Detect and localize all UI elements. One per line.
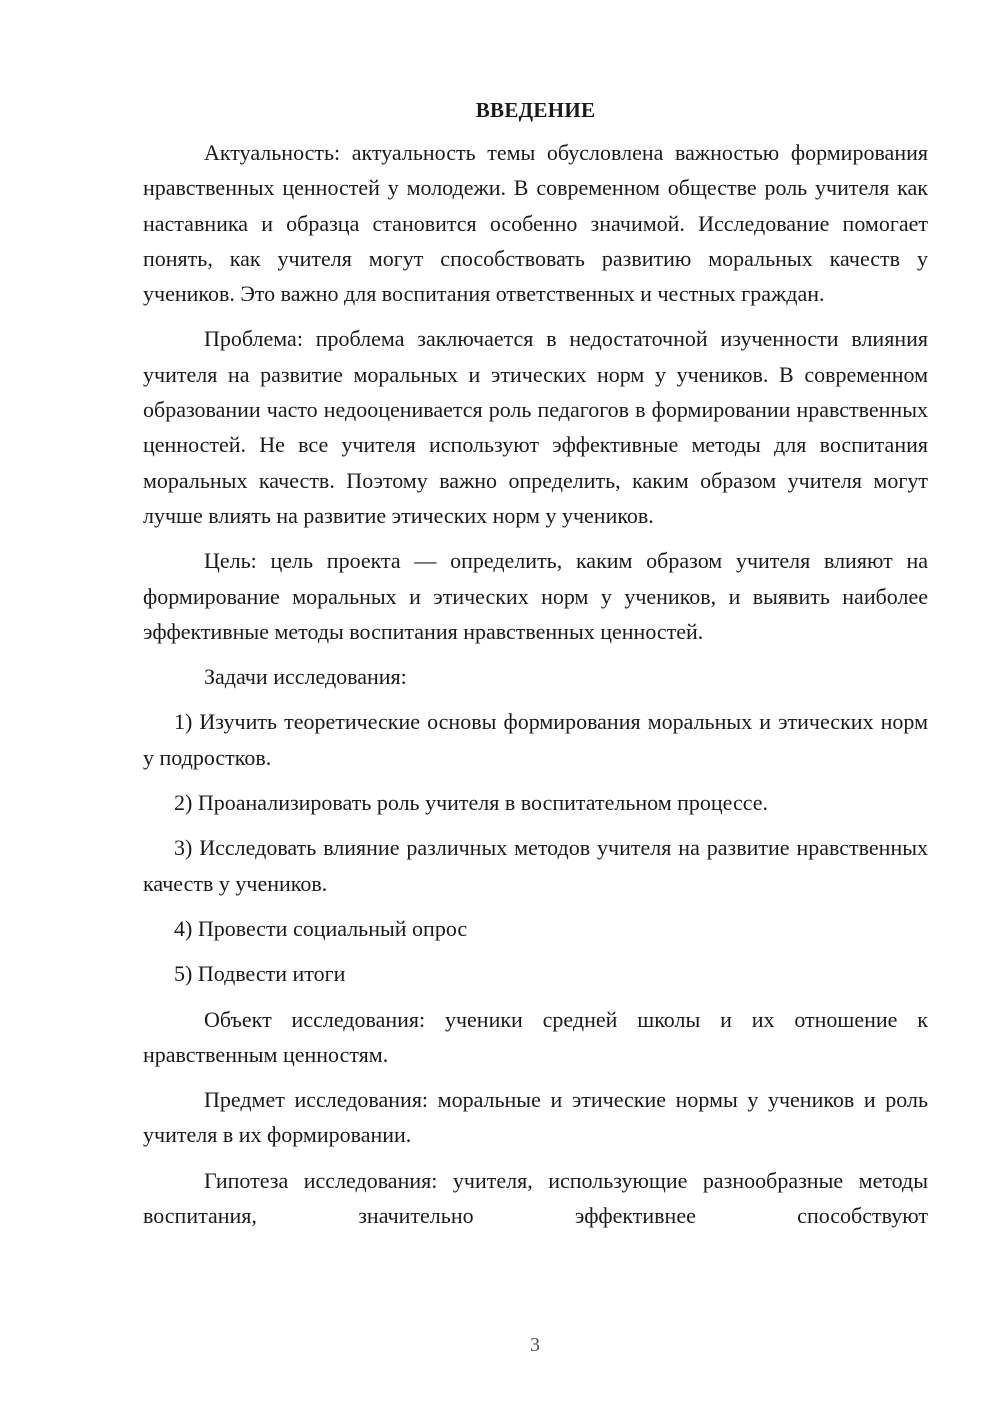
paragraph-tasks-heading: Задачи исследования: (204, 664, 407, 690)
task-item-3: 3) Исследовать влияние различных методов учителя на развитие нравственных качеств у учеников. (143, 835, 928, 896)
document-page (143, 93, 928, 1233)
page-number: 3 (530, 1334, 540, 1356)
task-item-4: 4) Провести социальный опрос (174, 915, 468, 941)
paragraph-hypothesis: Гипотеза исследования: учителя, использующие разнообразные методы воспитания, значительно эффективнее способствуют (143, 1167, 928, 1229)
task-item-1: 1) Изучить теоретические основы формирования моральных и этических норм у подростков. (143, 709, 928, 770)
task-item-5: 5) Подвести итоги (174, 961, 346, 987)
paragraph-subject: Предмет исследования: моральные и этические нормы у учеников и роль учителя в их формировании. (143, 1087, 928, 1148)
section-heading: ВВЕДЕНИЕ (475, 98, 596, 122)
paragraph-goal: Цель: цель проекта — определить, каким образом учителя влияют на формирование моральных и этических норм у учеников, и выявить наиболее эффективные методы воспитания нравственных ценностей. (143, 548, 928, 644)
task-item-2: 2) Проанализировать роль учителя в воспитательном процессе. (174, 790, 769, 816)
paragraph-problem: Проблема: проблема заключается в недостаточной изученности влияния учителя на развитие моральных и этических норм у учеников. В современном образовании часто недооценивается роль педагогов в формировании нравственных ценностей. Не все учителя используют эффективные методы для воспитания моральных качеств. Поэтому важно определить, каким образом учителя могут лучше влиять на развитие этических норм у учеников. (143, 326, 928, 528)
paragraph-object: Объект исследования: ученики средней школы и их отношение к нравственным ценностям. (143, 1006, 928, 1067)
paragraph-relevance: Актуальность: актуальность темы обусловлена важностью формирования нравственных ценностей у молодежи. В современном обществе роль учителя как наставника и образца становится особенно значимой. Исследование помогает понять, как учителя могут способствовать развитию моральных качеств у учеников. Это важно для воспитания ответственных и честных граждан. (143, 140, 928, 307)
